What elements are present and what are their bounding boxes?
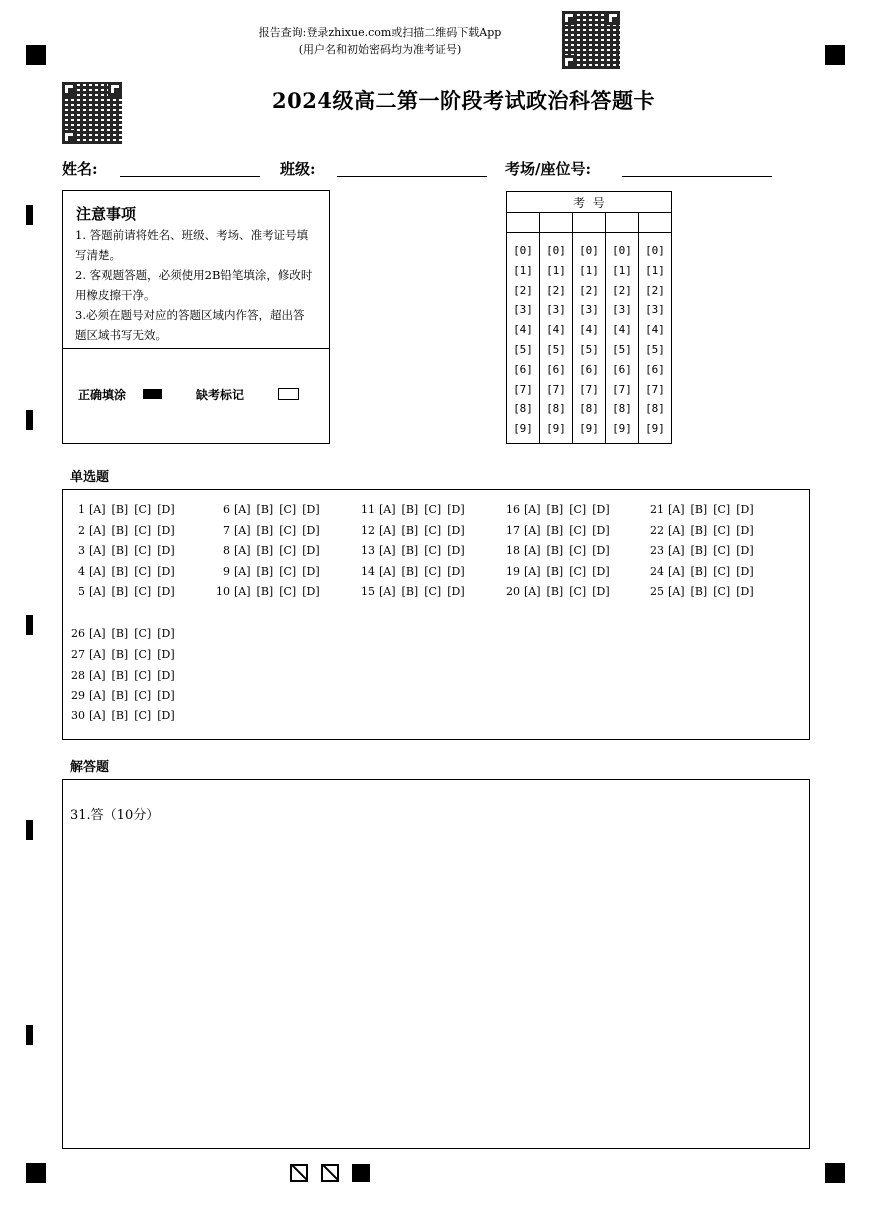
option-bubble[interactable]: [B] <box>690 565 708 578</box>
option-bubble[interactable]: [A] <box>234 585 251 598</box>
option-bubble[interactable]: [A] <box>89 709 106 722</box>
exam-id-bubble[interactable]: [4] <box>612 323 632 337</box>
question-row <box>642 503 760 516</box>
exam-id-bubble[interactable]: [3] <box>513 303 533 317</box>
exam-id-bubble[interactable]: [5] <box>513 342 533 356</box>
card-qr-code <box>62 82 122 144</box>
exam-id-bubble[interactable]: [6] <box>612 362 632 376</box>
option-bubble[interactable]: [C] <box>279 565 297 578</box>
option-bubble[interactable]: [C] <box>134 689 152 702</box>
exam-id-bubble[interactable]: [5] <box>546 342 566 356</box>
option-bubble[interactable]: [A] <box>89 669 106 682</box>
exam-id-bubble[interactable]: [1] <box>513 263 533 277</box>
option-bubble[interactable]: [C] <box>424 544 442 557</box>
option-bubble[interactable]: [D] <box>736 565 754 578</box>
single-choice-label: 单选题 <box>70 470 110 485</box>
single-choice-box <box>62 489 810 740</box>
option-bubble[interactable]: [C] <box>134 627 152 640</box>
option-bubble[interactable]: [D] <box>447 565 465 578</box>
timing-mark <box>26 1025 33 1045</box>
option-bubble[interactable]: [C] <box>134 709 152 722</box>
option-bubble[interactable]: [A] <box>524 544 541 557</box>
question-row <box>63 524 181 537</box>
question-number: 12 <box>361 524 375 537</box>
exam-id-bubble[interactable]: [3] <box>645 303 665 317</box>
exam-id-bubble[interactable]: [0] <box>513 244 533 257</box>
option-bubble[interactable]: [C] <box>424 503 442 516</box>
option-bubble[interactable]: [B] <box>401 565 419 578</box>
option-bubble[interactable]: [B] <box>546 565 564 578</box>
timing-mark <box>26 820 33 840</box>
option-bubble[interactable]: [B] <box>690 524 708 537</box>
option-bubble[interactable]: [A] <box>668 585 685 598</box>
exam-id-bubble[interactable]: [7] <box>612 382 632 396</box>
exam-id-bubble[interactable]: [2] <box>546 283 566 297</box>
option-bubble[interactable]: [B] <box>256 503 274 516</box>
option-bubble[interactable]: [D] <box>157 565 175 578</box>
option-bubble[interactable]: [B] <box>401 585 419 598</box>
exam-id-bubble[interactable]: [1] <box>579 263 599 277</box>
option-bubble[interactable]: [D] <box>302 565 320 578</box>
exam-id-bubble[interactable]: [1] <box>546 263 566 277</box>
exam-id-bubble[interactable]: [8] <box>612 402 632 416</box>
question-number: 10 <box>216 585 230 598</box>
option-bubble[interactable]: [B] <box>111 503 129 516</box>
option-bubble[interactable]: [C] <box>134 565 152 578</box>
exam-id-bubble[interactable]: [9] <box>579 422 599 436</box>
option-bubble[interactable]: [D] <box>736 524 754 537</box>
question-number: 9 <box>223 565 230 578</box>
option-bubble[interactable]: [D] <box>157 524 175 537</box>
option-bubble[interactable]: [B] <box>546 503 564 516</box>
question-number: 13 <box>361 544 375 557</box>
option-bubble[interactable]: [D] <box>736 544 754 557</box>
exam-id-bubble[interactable]: [2] <box>579 283 599 297</box>
option-bubble[interactable]: [B] <box>546 524 564 537</box>
question-row <box>63 709 181 722</box>
question-row <box>498 565 616 578</box>
option-bubble[interactable]: [C] <box>279 585 297 598</box>
question-row <box>498 544 616 557</box>
option-bubble[interactable]: [D] <box>157 709 175 722</box>
option-bubble[interactable]: [A] <box>668 503 685 516</box>
option-bubble[interactable]: [B] <box>401 524 419 537</box>
corner-mark-bottom-left <box>26 1163 46 1183</box>
option-bubble[interactable]: [A] <box>379 565 396 578</box>
option-bubble[interactable]: [A] <box>89 627 106 640</box>
corner-mark-bottom-right <box>825 1163 845 1183</box>
option-bubble[interactable]: [B] <box>401 544 419 557</box>
question-row <box>63 689 181 702</box>
correct-fill-sample <box>143 389 162 399</box>
option-bubble[interactable]: [D] <box>157 585 175 598</box>
option-bubble[interactable]: [D] <box>592 524 610 537</box>
question-row <box>208 503 326 516</box>
question-number: 25 <box>650 585 664 598</box>
exam-id-bubble[interactable]: [0] <box>645 244 665 257</box>
exam-id-bubble[interactable]: [9] <box>513 422 533 436</box>
option-bubble[interactable]: [B] <box>546 585 564 598</box>
exam-id-bubble[interactable]: [9] <box>645 422 665 436</box>
option-bubble[interactable]: [C] <box>424 565 442 578</box>
option-bubble[interactable]: [B] <box>256 544 274 557</box>
option-bubble[interactable]: [C] <box>569 503 587 516</box>
question-number: 27 <box>71 648 85 661</box>
question-row <box>353 524 471 537</box>
question-number: 4 <box>78 565 85 578</box>
question-number: 14 <box>361 565 375 578</box>
footer-slash-mark <box>321 1164 339 1182</box>
exam-id-bubble[interactable]: [2] <box>645 283 665 297</box>
question-number: 6 <box>223 503 230 516</box>
exam-id-header: 考 号 <box>573 196 605 210</box>
option-bubble[interactable]: [A] <box>524 503 541 516</box>
option-bubble[interactable]: [B] <box>111 648 129 661</box>
report-note-line2: (用户名和初始密码均为准考证号) <box>298 43 462 56</box>
exam-id-bubble[interactable]: [6] <box>513 362 533 376</box>
footer-filled-mark <box>352 1164 370 1182</box>
exam-id-bubble[interactable]: [7] <box>513 382 533 396</box>
option-bubble[interactable]: [D] <box>592 585 610 598</box>
exam-id-bubble[interactable]: [9] <box>612 422 632 436</box>
exam-id-bubble[interactable]: [3] <box>579 303 599 317</box>
question-number: 1 <box>78 503 85 516</box>
exam-id-bubble[interactable]: [9] <box>546 422 566 436</box>
notice-items <box>75 225 315 345</box>
option-bubble[interactable]: [B] <box>111 524 129 537</box>
option-bubble[interactable]: [D] <box>157 648 175 661</box>
exam-id-bubble[interactable]: [0] <box>579 244 599 257</box>
option-bubble[interactable]: [C] <box>424 524 442 537</box>
question-number: 7 <box>223 524 230 537</box>
name-label: 姓名: <box>62 160 98 178</box>
question-row <box>208 565 326 578</box>
question-row <box>208 585 326 598</box>
question-number: 3 <box>78 544 85 557</box>
class-field[interactable] <box>337 176 487 177</box>
question-row <box>642 544 760 557</box>
option-bubble[interactable]: [D] <box>447 503 465 516</box>
exam-id-bubble[interactable]: [3] <box>612 303 632 317</box>
exam-id-bubble[interactable]: [5] <box>579 342 599 356</box>
question-row <box>642 524 760 537</box>
option-bubble[interactable]: [A] <box>524 565 541 578</box>
exam-id-bubble[interactable]: [4] <box>546 323 566 337</box>
question-number: 18 <box>506 544 520 557</box>
option-bubble[interactable]: [D] <box>157 669 175 682</box>
question-number: 23 <box>650 544 664 557</box>
exam-id-header-line <box>507 212 671 213</box>
option-bubble[interactable]: [A] <box>234 503 251 516</box>
question-number: 15 <box>361 585 375 598</box>
option-bubble[interactable]: [D] <box>157 544 175 557</box>
option-bubble[interactable]: [D] <box>592 565 610 578</box>
question-number: 8 <box>223 544 230 557</box>
timing-mark <box>26 615 33 635</box>
exam-id-digit-column <box>507 241 539 439</box>
question-row <box>642 565 760 578</box>
option-bubble[interactable]: [D] <box>157 689 175 702</box>
option-bubble[interactable]: [A] <box>379 585 396 598</box>
question-number: 28 <box>71 669 85 682</box>
question-row <box>208 524 326 537</box>
option-bubble[interactable]: [C] <box>279 503 297 516</box>
corner-mark-top-left <box>26 45 46 65</box>
question-number: 17 <box>506 524 520 537</box>
question-number: 5 <box>78 585 85 598</box>
exam-id-bubble[interactable]: [4] <box>645 323 665 337</box>
option-bubble[interactable]: [C] <box>569 544 587 557</box>
exam-id-bubble[interactable]: [8] <box>579 402 599 416</box>
option-bubble[interactable]: [C] <box>713 503 731 516</box>
option-bubble[interactable]: [B] <box>401 503 419 516</box>
question-row <box>63 585 181 598</box>
option-bubble[interactable]: [A] <box>89 544 106 557</box>
option-bubble[interactable]: [B] <box>111 544 129 557</box>
option-bubble[interactable]: [C] <box>713 524 731 537</box>
exam-id-bubble[interactable]: [8] <box>546 402 566 416</box>
exam-id-bubble[interactable]: [3] <box>546 303 566 317</box>
report-note <box>230 24 530 58</box>
exam-id-bubble[interactable]: [7] <box>546 382 566 396</box>
exam-id-bubble[interactable]: [6] <box>579 362 599 376</box>
option-bubble[interactable]: [D] <box>736 503 754 516</box>
notice-item: 1. 答题前请将姓名、班级、考场、准考证号填写清楚。 <box>75 228 309 262</box>
option-bubble[interactable]: [A] <box>89 689 106 702</box>
exam-id-digit-column <box>573 241 605 439</box>
exam-id-bubble[interactable]: [0] <box>612 244 632 257</box>
option-bubble[interactable]: [D] <box>447 544 465 557</box>
question-row <box>353 544 471 557</box>
question-row <box>63 627 181 640</box>
question-number: 19 <box>506 565 520 578</box>
option-bubble[interactable]: [D] <box>736 585 754 598</box>
question-row <box>63 503 181 516</box>
question-number: 16 <box>506 503 520 516</box>
exam-id-bubble[interactable]: [4] <box>579 323 599 337</box>
option-bubble[interactable]: [B] <box>111 627 129 640</box>
option-bubble[interactable]: [C] <box>279 524 297 537</box>
exam-id-bubble[interactable]: [6] <box>645 362 665 376</box>
option-bubble[interactable]: [C] <box>134 503 152 516</box>
option-bubble[interactable]: [C] <box>713 585 731 598</box>
question-number: 24 <box>650 565 664 578</box>
answer-section-label: 解答题 <box>70 760 110 775</box>
option-bubble[interactable]: [B] <box>690 503 708 516</box>
option-bubble[interactable]: [C] <box>134 544 152 557</box>
question-row <box>208 544 326 557</box>
option-bubble[interactable]: [D] <box>592 503 610 516</box>
exam-id-digit-column <box>540 241 572 439</box>
notice-item: 3.必须在题号对应的答题区域内作答，超出答题区域书写无效。 <box>75 308 305 342</box>
question-row <box>63 544 181 557</box>
option-bubble[interactable]: [C] <box>424 585 442 598</box>
question-row <box>498 503 616 516</box>
exam-id-write-line <box>507 232 671 233</box>
option-bubble[interactable]: [B] <box>111 709 129 722</box>
exam-id-bubble[interactable]: [5] <box>612 342 632 356</box>
option-bubble[interactable]: [D] <box>447 585 465 598</box>
absent-mark-label: 缺考标记 <box>196 388 245 402</box>
option-bubble[interactable]: [C] <box>569 565 587 578</box>
option-bubble[interactable]: [A] <box>234 565 251 578</box>
option-bubble[interactable]: [B] <box>256 565 274 578</box>
option-bubble[interactable]: [D] <box>302 544 320 557</box>
exam-id-bubble[interactable]: [1] <box>645 263 665 277</box>
option-bubble[interactable]: [D] <box>447 524 465 537</box>
option-bubble[interactable]: [A] <box>524 524 541 537</box>
option-bubble[interactable]: [A] <box>234 524 251 537</box>
name-field[interactable] <box>120 176 260 177</box>
exam-id-bubble[interactable]: [2] <box>612 283 632 297</box>
option-bubble[interactable]: [A] <box>89 565 106 578</box>
option-bubble[interactable]: [B] <box>690 585 708 598</box>
option-bubble[interactable]: [A] <box>668 565 685 578</box>
option-bubble[interactable]: [A] <box>379 544 396 557</box>
question-number: 26 <box>71 627 85 640</box>
exam-id-bubble[interactable]: [1] <box>612 263 632 277</box>
timing-mark <box>26 410 33 430</box>
option-bubble[interactable]: [A] <box>89 648 106 661</box>
correct-fill-label: 正确填涂 <box>78 388 127 402</box>
question-row <box>353 503 471 516</box>
question-number: 29 <box>71 689 85 702</box>
option-bubble[interactable]: [A] <box>668 544 685 557</box>
option-bubble[interactable]: [C] <box>134 524 152 537</box>
option-bubble[interactable]: [B] <box>111 585 129 598</box>
option-bubble[interactable]: [B] <box>111 689 129 702</box>
timing-mark <box>26 205 33 225</box>
notice-divider <box>63 348 329 349</box>
page-title: 2024级高二第一阶段考试政治科答题卡 <box>272 88 655 113</box>
option-bubble[interactable]: [C] <box>569 585 587 598</box>
exam-id-bubble[interactable]: [0] <box>546 244 566 257</box>
question-row <box>642 585 760 598</box>
exam-id-bubble[interactable]: [4] <box>513 323 533 337</box>
option-bubble[interactable]: [A] <box>89 503 106 516</box>
room-seat-field[interactable] <box>622 176 772 177</box>
option-bubble[interactable]: [D] <box>302 524 320 537</box>
option-bubble[interactable]: [B] <box>111 669 129 682</box>
question-row <box>63 648 181 661</box>
option-bubble[interactable]: [A] <box>524 585 541 598</box>
option-bubble[interactable]: [B] <box>111 565 129 578</box>
exam-id-bubble[interactable]: [7] <box>579 382 599 396</box>
question-number: 30 <box>71 709 85 722</box>
question-row <box>63 565 181 578</box>
footer-slash-mark <box>290 1164 308 1182</box>
report-note-line1: 报告查询:登录zhixue.com或扫描二维码下载App <box>258 26 502 39</box>
notice-box <box>62 190 330 444</box>
option-bubble[interactable]: [D] <box>157 503 175 516</box>
exam-id-bubble[interactable]: [2] <box>513 283 533 297</box>
option-bubble[interactable]: [C] <box>713 544 731 557</box>
option-bubble[interactable]: [A] <box>379 524 396 537</box>
question-number: 11 <box>361 503 375 516</box>
question-row <box>353 585 471 598</box>
question-row <box>498 524 616 537</box>
option-bubble[interactable]: [C] <box>279 544 297 557</box>
question-row <box>353 565 471 578</box>
exam-id-bubble[interactable]: [6] <box>546 362 566 376</box>
option-bubble[interactable]: [C] <box>134 585 152 598</box>
notice-item: 2. 客观题答题，必须使用2B铅笔填涂，修改时用橡皮擦干净。 <box>75 268 313 302</box>
option-bubble[interactable]: [A] <box>89 524 106 537</box>
exam-id-digit-column <box>606 241 638 439</box>
option-bubble[interactable]: [C] <box>713 565 731 578</box>
exam-id-bubble[interactable]: [8] <box>513 402 533 416</box>
option-bubble[interactable]: [A] <box>234 544 251 557</box>
report-qr-code <box>562 11 620 69</box>
question-31-label: 31.答（10分） <box>70 808 160 823</box>
exam-id-bubble[interactable]: [8] <box>645 402 665 416</box>
option-bubble[interactable]: [A] <box>89 585 106 598</box>
option-bubble[interactable]: [A] <box>668 524 685 537</box>
exam-id-digit-column <box>639 241 671 439</box>
option-bubble[interactable]: [C] <box>569 524 587 537</box>
question-number: 20 <box>506 585 520 598</box>
exam-id-bubble[interactable]: [7] <box>645 382 665 396</box>
option-bubble[interactable]: [D] <box>302 503 320 516</box>
answer-box-31[interactable] <box>62 779 810 1149</box>
option-bubble[interactable]: [C] <box>134 669 152 682</box>
option-bubble[interactable]: [A] <box>379 503 396 516</box>
option-bubble[interactable]: [B] <box>256 585 274 598</box>
question-number: 22 <box>650 524 664 537</box>
question-row <box>498 585 616 598</box>
option-bubble[interactable]: [D] <box>592 544 610 557</box>
notice-title: 注意事项 <box>76 205 137 223</box>
option-bubble[interactable]: [C] <box>134 648 152 661</box>
question-row <box>63 669 181 682</box>
corner-mark-top-right <box>825 45 845 65</box>
option-bubble[interactable]: [B] <box>546 544 564 557</box>
question-number: 21 <box>650 503 664 516</box>
option-bubble[interactable]: [B] <box>256 524 274 537</box>
option-bubble[interactable]: [B] <box>690 544 708 557</box>
option-bubble[interactable]: [D] <box>157 627 175 640</box>
class-label: 班级: <box>280 160 316 178</box>
absent-mark-box[interactable] <box>278 388 299 400</box>
exam-id-box <box>506 191 672 444</box>
exam-id-bubble[interactable]: [5] <box>645 342 665 356</box>
room-seat-label: 考场/座位号: <box>505 160 592 178</box>
option-bubble[interactable]: [D] <box>302 585 320 598</box>
question-number: 2 <box>78 524 85 537</box>
